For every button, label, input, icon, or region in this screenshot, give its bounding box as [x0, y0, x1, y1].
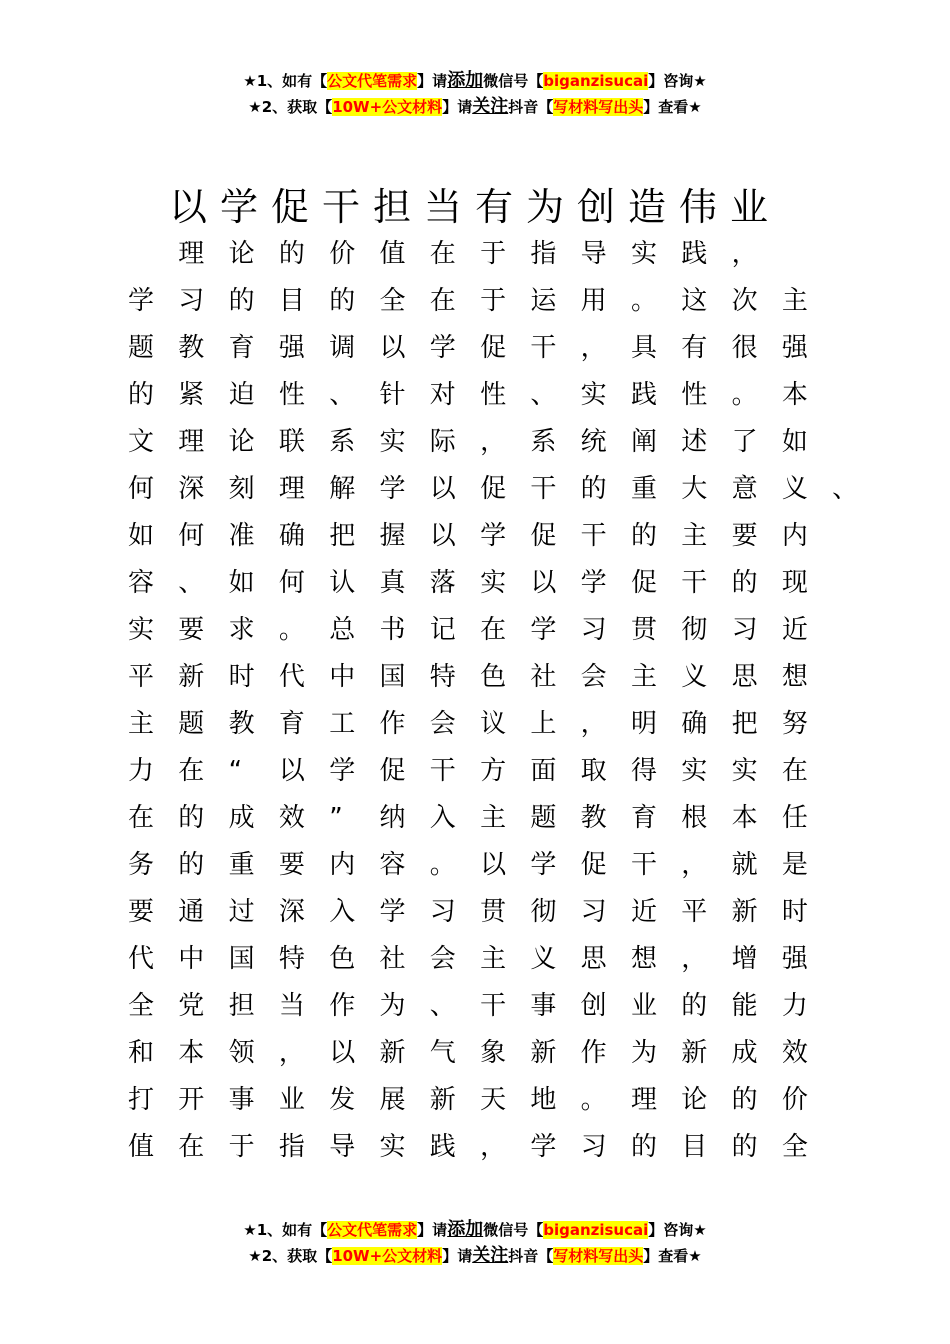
- body-line: 和 本 领 ， 以 新 气 象 新 作 为 新 成 效: [128, 1038, 808, 1068]
- highlight-douyin: 写材料写出头: [553, 98, 644, 116]
- body-line: 理 论 的 价 值 在 于 指 导 实 践 ，: [178, 239, 758, 269]
- highlight-materials: 10W+公文材料: [332, 98, 443, 116]
- banner-text: 抖音【: [508, 1247, 554, 1265]
- body-line: 代 中 国 特 色 社 会 主 义 思 想 ， 增 强: [128, 944, 808, 974]
- body-line: 如 何 准 确 把 握 以 学 促 干 的 主 要 内: [128, 521, 808, 551]
- banner-line-2: [0, 94, 950, 120]
- body-line: 在 的 成 效 ” 纳 入 主 题 教 育 根 本 任: [128, 803, 808, 833]
- body-line: 值 在 于 指 导 实 践 ， 学 习 的 目 的 全: [128, 1132, 808, 1162]
- banner-emphasis: 添加: [447, 70, 484, 91]
- body-line: 的 紧 迫 性 、 针 对 性 、 实 践 性 。 本: [128, 380, 808, 410]
- body-line: 容 、 如 何 认 真 落 实 以 学 促 干 的 现: [128, 568, 808, 598]
- banner-emphasis: 关注: [472, 96, 509, 117]
- body-line: 文 理 论 联 系 实 际 ， 系 统 阐 述 了 如: [128, 427, 808, 457]
- banner-text: 抖音【: [508, 98, 554, 116]
- body-line: 何 深 刻 理 解 学 以 促 干 的 重 大 意 义 、: [128, 474, 859, 504]
- banner-text: 微信号【: [483, 1221, 544, 1239]
- banner-text: ★1、如有【: [243, 72, 328, 90]
- banner-line-1: [0, 68, 950, 94]
- body-line: 主 题 教 育 工 作 会 议 上 ， 明 确 把 努: [128, 709, 808, 739]
- banner-emphasis: 添加: [447, 1219, 484, 1240]
- body-line: 务 的 重 要 内 容 。 以 学 促 干 ， 就 是: [128, 850, 808, 880]
- highlight-wechat-id: biganzisucai: [543, 1221, 649, 1239]
- highlight-service: 公文代笔需求: [327, 72, 418, 90]
- banner-text: 】请: [417, 1221, 448, 1239]
- body-line: 学 习 的 目 的 全 在 于 运 用 。 这 次 主: [128, 286, 808, 316]
- banner-text: 】咨询★: [648, 72, 707, 90]
- highlight-douyin: 写材料写出头: [553, 1247, 644, 1265]
- banner-text: 】查看★: [643, 98, 702, 116]
- body-line: 全 党 担 当 作 为 、 干 事 创 业 的 能 力: [128, 991, 808, 1021]
- banner-text: 】请: [442, 98, 473, 116]
- banner-text: 微信号【: [483, 72, 544, 90]
- body-line: 题 教 育 强 调 以 学 促 干 ， 具 有 很 强: [128, 333, 808, 363]
- body-line: 力 在 “ 以 学 促 干 方 面 取 得 实 实 在: [128, 756, 808, 786]
- banner-text: ★2、获取【: [248, 1247, 333, 1265]
- banner-line-2: [0, 1243, 950, 1269]
- banner-text: ★1、如有【: [243, 1221, 328, 1239]
- banner-text: 】请: [417, 72, 448, 90]
- body-line: 要 通 过 深 入 学 习 贯 彻 习 近 平 新 时: [128, 897, 808, 927]
- banner-text: ★2、获取【: [248, 98, 333, 116]
- banner-text: 】请: [442, 1247, 473, 1265]
- highlight-wechat-id: biganzisucai: [543, 72, 649, 90]
- banner-text: 】咨询★: [648, 1221, 707, 1239]
- banner-emphasis: 关注: [472, 1245, 509, 1266]
- banner-line-1: [0, 1217, 950, 1243]
- body-line: 打 开 事 业 发 展 新 天 地 。 理 论 的 价: [128, 1085, 808, 1115]
- footer-banner: [0, 1217, 950, 1269]
- document-title: 以学促干担当有为创造伟业: [168, 185, 781, 229]
- highlight-materials: 10W+公文材料: [332, 1247, 443, 1265]
- body-line: 平 新 时 代 中 国 特 色 社 会 主 义 思 想: [128, 662, 808, 692]
- banner-text: 】查看★: [643, 1247, 702, 1265]
- body-line: 实 要 求 。 总 书 记 在 学 习 贯 彻 习 近: [128, 615, 808, 645]
- highlight-service: 公文代笔需求: [327, 1221, 418, 1239]
- header-banner: [0, 68, 950, 120]
